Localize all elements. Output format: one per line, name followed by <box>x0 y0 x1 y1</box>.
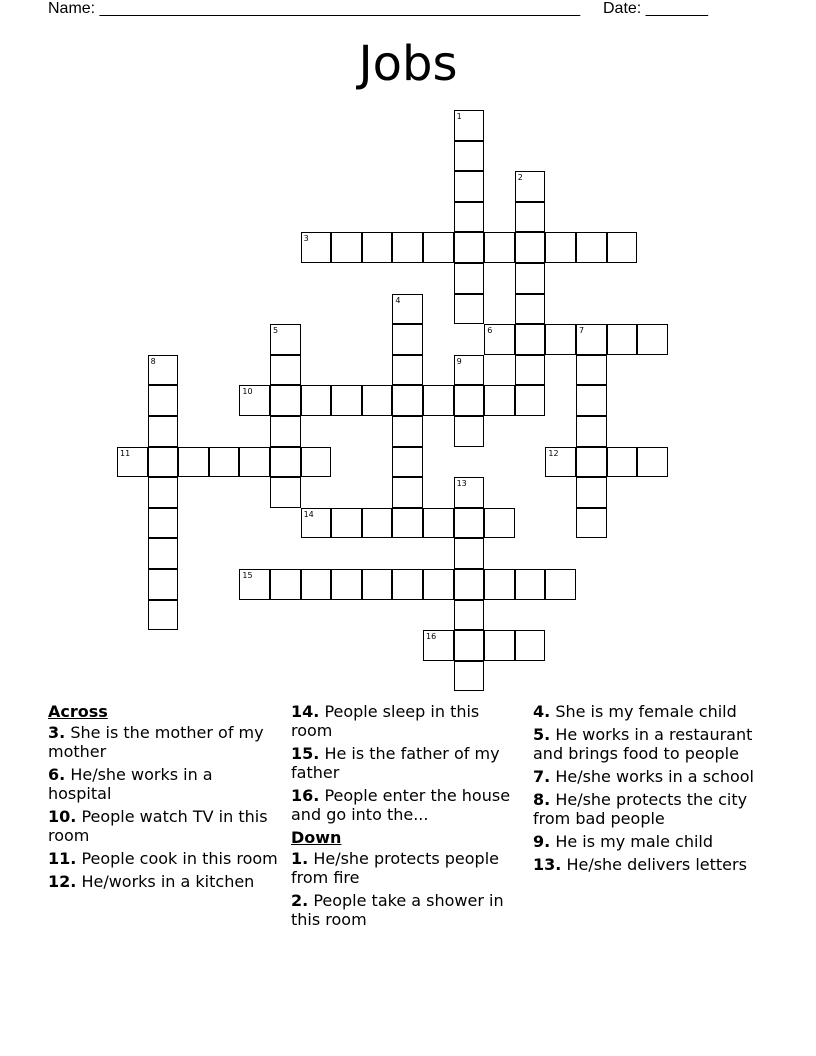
grid-cell[interactable] <box>117 447 148 478</box>
grid-cell[interactable] <box>270 569 301 600</box>
clue-across-15: 15. He is the father of my father <box>291 744 500 782</box>
grid-cell[interactable] <box>484 385 515 416</box>
grid-cell[interactable] <box>607 324 638 355</box>
clue-number: 10 <box>242 387 253 397</box>
grid-cell[interactable] <box>515 294 546 325</box>
grid-cell[interactable] <box>270 416 301 447</box>
page-title: Jobs <box>358 36 458 92</box>
clue-across-11: 11. People cook in this room <box>48 849 278 868</box>
grid-cell[interactable] <box>576 385 607 416</box>
grid-cell[interactable] <box>148 538 179 569</box>
grid-cell[interactable] <box>454 141 485 172</box>
clue-number: 4 <box>395 295 401 305</box>
clue-number: 11 <box>120 448 131 458</box>
grid-cell[interactable] <box>392 324 423 355</box>
grid-cell[interactable] <box>362 385 393 416</box>
grid-cell[interactable] <box>454 477 485 508</box>
grid-cell[interactable] <box>576 447 607 478</box>
grid-cell[interactable] <box>331 508 362 539</box>
grid-cell[interactable] <box>301 569 332 600</box>
clue-across-3: 3. She is the mother of my mother <box>48 723 264 761</box>
grid-cell[interactable] <box>148 416 179 447</box>
grid-cell[interactable] <box>484 232 515 263</box>
grid-cell[interactable] <box>484 630 515 661</box>
grid-cell[interactable] <box>454 600 485 631</box>
clue-down-4: 4. She is my female child <box>533 702 737 721</box>
grid-cell[interactable] <box>178 447 209 478</box>
grid-cell[interactable] <box>607 447 638 478</box>
grid-cell[interactable] <box>362 508 393 539</box>
clue-across-16: 16. People enter the house and go into the... <box>291 786 511 824</box>
grid-cell[interactable] <box>331 385 362 416</box>
grid-cell[interactable] <box>392 416 423 447</box>
grid-cell[interactable] <box>392 447 423 478</box>
grid-cell[interactable] <box>484 569 515 600</box>
grid-cell[interactable] <box>515 569 546 600</box>
grid-cell[interactable] <box>454 661 485 692</box>
grid-cell[interactable] <box>270 477 301 508</box>
grid-cell[interactable] <box>331 232 362 263</box>
grid-cell[interactable] <box>209 447 240 478</box>
grid-cell[interactable] <box>239 447 270 478</box>
clue-across-12: 12. He/works in a kitchen <box>48 872 255 891</box>
clue-across-10: 10. People watch TV in this room <box>48 807 268 845</box>
grid-cell[interactable] <box>392 569 423 600</box>
grid-cell[interactable] <box>148 477 179 508</box>
name-label: Name: <box>48 0 96 17</box>
grid-cell[interactable] <box>576 416 607 447</box>
clue-number: 12 <box>548 448 559 458</box>
grid-cell[interactable] <box>301 232 332 263</box>
grid-cell[interactable] <box>239 385 270 416</box>
grid-cell[interactable] <box>148 355 179 386</box>
grid-cell[interactable] <box>576 477 607 508</box>
clue-number: 7 <box>579 326 585 336</box>
grid-cell[interactable] <box>515 263 546 294</box>
grid-cell[interactable] <box>148 447 179 478</box>
grid-cell[interactable] <box>515 202 546 233</box>
clue-number: 3 <box>303 234 309 244</box>
grid-cell[interactable] <box>270 385 301 416</box>
grid-cell[interactable] <box>515 355 546 386</box>
grid-cell[interactable] <box>515 385 546 416</box>
clue-column-1 <box>48 702 280 895</box>
grid-cell[interactable] <box>454 294 485 325</box>
grid-cell[interactable] <box>454 232 485 263</box>
grid-cell[interactable] <box>576 324 607 355</box>
grid-cell[interactable] <box>301 385 332 416</box>
grid-cell[interactable] <box>545 569 576 600</box>
grid-cell[interactable] <box>148 569 179 600</box>
grid-cell[interactable] <box>148 385 179 416</box>
grid-cell[interactable] <box>392 477 423 508</box>
grid-cell[interactable] <box>637 447 668 478</box>
grid-cell[interactable] <box>392 294 423 325</box>
clue-down-7: 7. He/she works in a school <box>533 767 754 786</box>
clue-down-5: 5. He works in a restaurant and brings food to people <box>533 725 753 763</box>
down-heading: Down <box>291 828 342 847</box>
grid-cell[interactable] <box>454 171 485 202</box>
clue-down-2: 2. People take a shower in this room <box>291 891 504 929</box>
grid-cell[interactable] <box>454 263 485 294</box>
clue-number: 5 <box>273 326 279 336</box>
name-field[interactable]: ______________________________________________________ <box>99 0 581 17</box>
clue-down-1: 1. He/she protects people from fire <box>291 849 499 887</box>
grid-cell[interactable] <box>454 630 485 661</box>
grid-cell[interactable] <box>423 508 454 539</box>
grid-cell[interactable] <box>270 324 301 355</box>
grid-cell[interactable] <box>515 324 546 355</box>
grid-cell[interactable] <box>423 232 454 263</box>
clue-number: 1 <box>456 112 462 121</box>
grid-cell[interactable] <box>392 385 423 416</box>
clue-number: 13 <box>456 479 467 489</box>
grid-cell[interactable] <box>576 355 607 386</box>
clue-number: 2 <box>517 173 523 183</box>
grid-cell[interactable] <box>637 324 668 355</box>
grid-cell[interactable] <box>484 324 515 355</box>
grid-cell[interactable] <box>607 232 638 263</box>
grid-cell[interactable] <box>423 630 454 661</box>
grid-cell[interactable] <box>454 416 485 447</box>
grid-cell[interactable] <box>515 232 546 263</box>
grid-cell[interactable] <box>454 538 485 569</box>
grid-cell[interactable] <box>576 508 607 539</box>
across-heading: Across <box>48 702 108 721</box>
clue-number: 16 <box>426 632 437 642</box>
grid-cell[interactable] <box>392 508 423 539</box>
grid-cell[interactable] <box>545 232 576 263</box>
clue-column-3 <box>533 702 768 878</box>
clue-number: 14 <box>303 509 314 519</box>
grid-cell[interactable] <box>545 447 576 478</box>
clue-down-8: 8. He/she protects the city from bad people <box>533 790 748 828</box>
date-field[interactable]: _______ <box>645 0 708 17</box>
clue-number: 6 <box>487 326 493 336</box>
grid-cell[interactable] <box>331 569 362 600</box>
grid-cell[interactable] <box>515 171 546 202</box>
grid-cell[interactable] <box>392 232 423 263</box>
grid-cell[interactable] <box>576 232 607 263</box>
grid-cell[interactable] <box>301 447 332 478</box>
grid-cell[interactable] <box>301 508 332 539</box>
clue-number: 15 <box>242 571 253 580</box>
grid-cell[interactable] <box>423 569 454 600</box>
clue-number: 8 <box>150 356 156 366</box>
grid-cell[interactable] <box>454 508 485 539</box>
grid-cell[interactable] <box>148 600 179 631</box>
clue-down-9: 9. He is my male child <box>533 832 714 851</box>
grid-cell[interactable] <box>362 569 393 600</box>
grid-cell[interactable] <box>362 232 393 263</box>
grid-cell[interactable] <box>270 447 301 478</box>
grid-cell[interactable] <box>454 385 485 416</box>
grid-cell[interactable] <box>423 385 454 416</box>
grid-cell[interactable] <box>454 110 485 141</box>
grid-cell[interactable] <box>270 355 301 386</box>
date-label: Date: <box>603 0 642 17</box>
grid-cell[interactable] <box>148 508 179 539</box>
clue-column-2 <box>291 702 513 933</box>
grid-cell[interactable] <box>454 202 485 233</box>
grid-cell[interactable] <box>484 508 515 539</box>
grid-cell[interactable] <box>239 569 270 600</box>
grid-cell[interactable] <box>392 355 423 386</box>
grid-cell[interactable] <box>454 569 485 600</box>
grid-cell[interactable] <box>515 630 546 661</box>
grid-cell[interactable] <box>454 355 485 386</box>
clue-number: 9 <box>456 356 462 366</box>
clue-down-13: 13. He/she delivers letters <box>533 855 747 874</box>
grid-cell[interactable] <box>545 324 576 355</box>
clue-across-14: 14. People sleep in this room <box>291 702 480 740</box>
clue-across-6: 6. He/she works in a hospital <box>48 765 213 803</box>
